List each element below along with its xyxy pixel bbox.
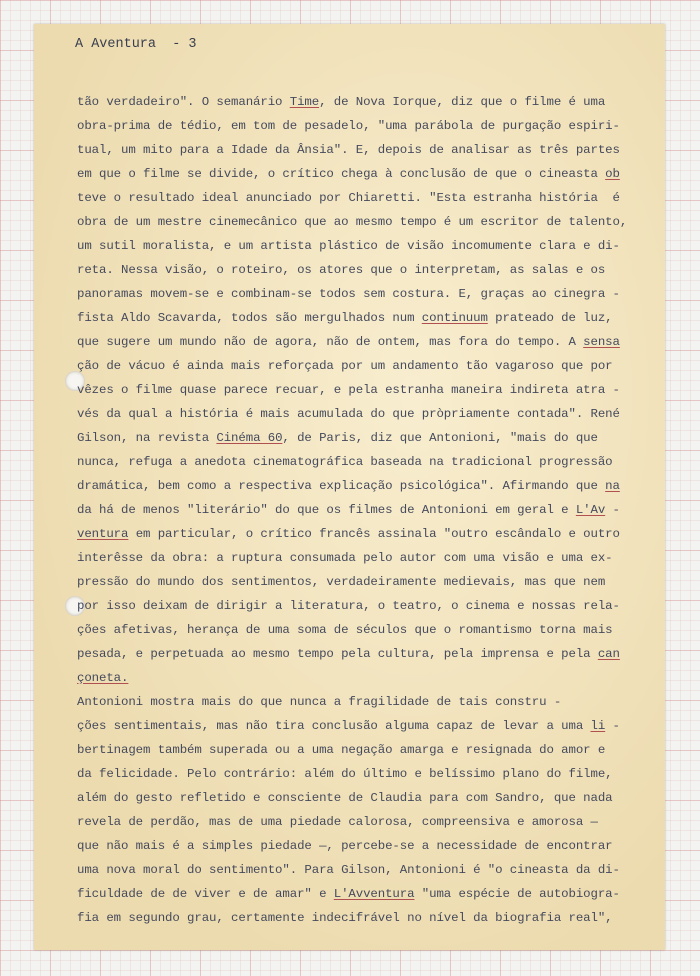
underlined-text: sensa <box>583 335 620 349</box>
text-segment: em que o filme se divide, o crítico chega à conclusão de que o cineasta <box>77 167 606 181</box>
text-line <box>77 858 652 882</box>
text-line <box>77 210 652 234</box>
text-line <box>77 138 652 162</box>
text-segment: teve o resultado ideal anunciado por Chiaretti. "Esta estranha história é <box>77 191 620 205</box>
text-segment: obra de um mestre cinemecânico que ao mesmo tempo é um escritor de talento, <box>77 215 628 229</box>
text-segment: por isso deixam de dirigir a literatura, o teatro, o cinema e nossas rela- <box>77 599 620 613</box>
text-segment: pressão do mundo dos sentimentos, verdadeiramente medievais, mas que nem <box>77 575 606 589</box>
text-segment: que sugere um mundo não de agora, não de ontem, mas fora do tempo. A <box>77 335 584 349</box>
text-segment: fista Aldo Scavarda, todos são mergulhados num <box>77 311 422 325</box>
text-line <box>77 906 652 930</box>
text-segment: vêzes o filme quase parece recuar, e pela estranha maneira indireta atra - <box>77 383 620 397</box>
text-line <box>77 306 652 330</box>
text-line <box>77 666 652 690</box>
underlined-text: li <box>590 719 606 733</box>
text-segment: pesada, e perpetuada ao mesmo tempo pela cultura, pela imprensa e pela <box>77 647 598 661</box>
text-line <box>77 810 652 834</box>
text-line <box>77 162 652 186</box>
underlined-text: ventura <box>77 527 129 541</box>
text-segment: , de Paris, diz que Antonioni, "mais do que <box>282 431 598 445</box>
text-segment: em particular, o crítico francês assinala "outro escândalo e outro <box>128 527 620 541</box>
typewritten-page <box>34 24 665 950</box>
text-segment: bertinagem também superada ou a uma negação amarga e resignada do amor e <box>77 743 606 757</box>
text-segment: vés da qual a história é mais acumulada do que pròpriamente contada". René <box>77 407 620 421</box>
text-segment: panoramas movem-se e combinam-se todos sem costura. E, graças ao cinegra - <box>77 287 620 301</box>
text-line <box>77 738 652 762</box>
text-line <box>77 546 652 570</box>
text-line <box>77 594 652 618</box>
text-line <box>77 762 652 786</box>
text-line <box>77 474 652 498</box>
text-segment: - <box>605 503 620 517</box>
text-line <box>77 402 652 426</box>
text-segment: da felicidade. Pelo contrário: além do último e belíssimo plano do filme, <box>77 767 613 781</box>
text-line <box>77 378 652 402</box>
text-segment: interêsse da obra: a ruptura consumada pelo autor com uma visão e uma ex- <box>77 551 613 565</box>
text-segment: tão verdadeiro". O semanário <box>77 95 290 109</box>
text-line <box>77 642 652 666</box>
text-line <box>77 186 652 210</box>
text-line <box>77 522 652 546</box>
text-line <box>77 90 652 114</box>
text-line <box>77 282 652 306</box>
text-line <box>77 618 652 642</box>
text-segment: fia em segundo grau, certamente indecifrável no nível da biografia real", <box>77 911 613 925</box>
text-segment: nunca, refuga a anedota cinematográfica baseada na tradicional progressão <box>77 455 613 469</box>
underlined-text: continuum <box>421 311 488 325</box>
underlined-text: Time <box>289 95 320 109</box>
text-segment: Gilson, na revista <box>77 431 217 445</box>
text-line <box>77 114 652 138</box>
text-segment: reta. Nessa visão, o roteiro, os atores que o interpretam, as salas e os <box>77 263 606 277</box>
text-line <box>77 786 652 810</box>
underlined-text: Cinéma 60 <box>216 431 283 445</box>
text-line <box>77 882 652 906</box>
underlined-text: can <box>597 647 620 661</box>
text-segment: Antonioni mostra mais do que nunca a fragilidade de tais constru - <box>77 695 562 709</box>
text-segment: ção de vácuo é ainda mais reforçada por um andamento tão vagaroso que por <box>77 359 613 373</box>
text-line <box>77 234 652 258</box>
underlined-text: L'Av <box>575 503 606 517</box>
underlined-text: ob <box>605 167 620 181</box>
text-segment: revela de perdão, mas de uma piedade calorosa, compreensiva e amorosa — <box>77 815 598 829</box>
text-segment: tual, um mito para a Idade da Ânsia". E, depois de analisar as três partes <box>77 143 620 157</box>
text-segment: , de Nova Iorque, diz que o filme é uma <box>319 95 606 109</box>
text-segment: "uma espécie de autobiogra- <box>414 887 620 901</box>
text-line <box>77 450 652 474</box>
text-segment: uma nova moral do sentimento". Para Gilson, Antonioni é "o cineasta da di- <box>77 863 620 877</box>
text-line <box>77 354 652 378</box>
text-segment: ções afetivas, herança de uma soma de séculos que o romantismo torna mais <box>77 623 613 637</box>
underlined-text: çoneta. <box>77 671 129 685</box>
text-segment: - <box>605 719 620 733</box>
text-line <box>77 330 652 354</box>
text-segment: da há de menos "literário" do que os filmes de Antonioni em geral e <box>77 503 576 517</box>
text-line <box>77 498 652 522</box>
text-segment: ções sentimentais, mas não tira conclusão alguma capaz de levar a uma <box>77 719 591 733</box>
text-line <box>77 426 652 450</box>
text-segment: que não mais é a simples piedade —, percebe-se a necessidade de encontrar <box>77 839 613 853</box>
text-line <box>77 714 652 738</box>
text-segment: prateado de luz, <box>487 311 613 325</box>
underlined-text: L'Avventura <box>333 887 415 901</box>
underlined-text: na <box>605 479 620 493</box>
text-segment: além do gesto refletido e consciente de Claudia para com Sandro, que nada <box>77 791 613 805</box>
page-header: A Aventura - 3 <box>75 37 197 52</box>
text-line <box>77 690 652 714</box>
text-segment: obra-prima de tédio, em tom de pesadelo, "uma parábola de purgação espiri- <box>77 119 620 133</box>
text-line <box>77 834 652 858</box>
text-segment: um sutil moralista, e um artista plástico de visão incomumente clara e di- <box>77 239 620 253</box>
text-segment: ficuldade de de viver e de amar" e <box>77 887 334 901</box>
text-line <box>77 570 652 594</box>
text-line <box>77 258 652 282</box>
body-text <box>77 90 652 930</box>
text-segment: dramática, bem como a respectiva explicação psicológica". Afirmando que <box>77 479 606 493</box>
